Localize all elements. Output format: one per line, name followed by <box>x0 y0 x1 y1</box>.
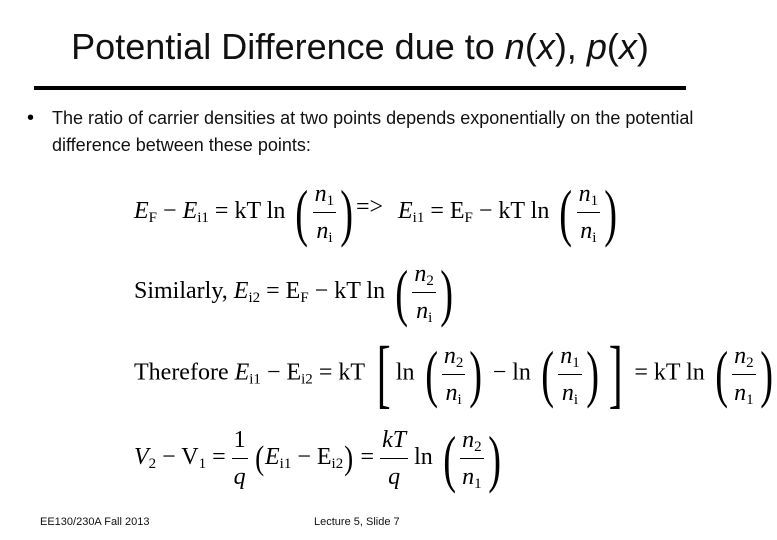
equation-4: $V_2 - V_1$ = $\frac{1}{q}$ $(E_{i1} - E_{i2})$ = $\frac{kT}{q}$ ln ( $\frac{n_2}{n_1}$ ) <box>134 422 501 494</box>
equation-2: Similarly, $E_{i2} = E_F$ − kT ln ( $\frac{n_2}{n_i}$ ) <box>134 256 453 328</box>
equation-3: Therefore $E_{i1} - E_{i2}$ = kT [ ln ( $\frac{n_2}{n_i}$ ) − ln ( $\frac{n_1}{n_i}$ ) ] = kT ln ( $\frac{n_2}{n_1}$ ) <box>134 332 773 416</box>
title-divider <box>34 86 686 90</box>
slide-title: Potential Difference due to n(x), p(x) <box>71 26 649 67</box>
implies-arrow: => <box>356 194 384 220</box>
bullet-marker: • <box>27 107 35 129</box>
equation-1: $E_F - E_{i1}$ = kT ln ( $\frac{n_1}{n_i}$ ) <box>134 176 354 248</box>
bullet-text: The ratio of carrier densities at two points depends exponentially on the potential difference between these points: <box>52 108 694 155</box>
equation-1b: $E_{i1} = E_F$ − kT ln ( $\frac{n_1}{n_i}$ ) <box>398 176 618 248</box>
footer-slide-number: Lecture 5, Slide 7 <box>314 516 400 528</box>
footer-course: EE130/230A Fall 2013 <box>40 516 150 528</box>
